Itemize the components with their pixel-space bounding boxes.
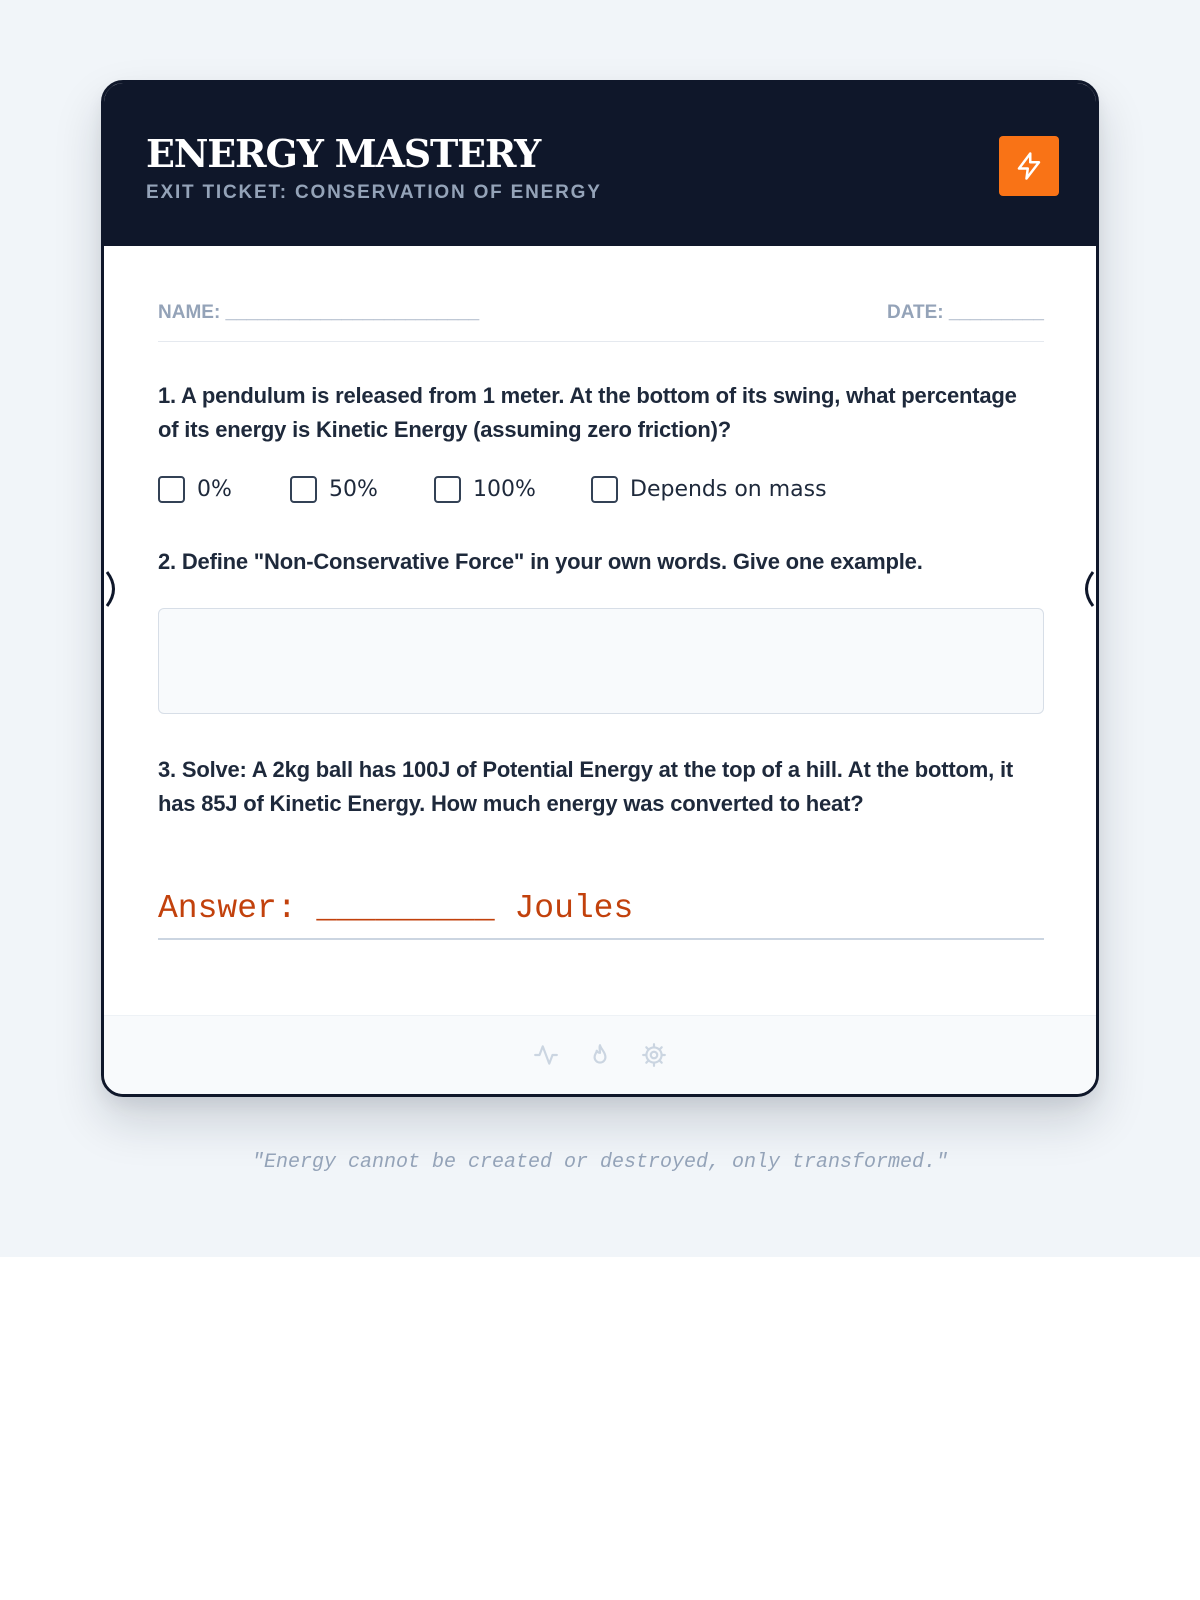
option-depends-on-mass[interactable] — [591, 474, 827, 504]
checkbox[interactable] — [290, 476, 317, 503]
question-2-text: 2. Define "Non-Conservative Force" in your own words. Give one example. — [158, 549, 923, 574]
option-50-percent[interactable] — [290, 474, 378, 504]
flame-icon — [585, 1040, 615, 1070]
question-1-text: 1. A pendulum is released from 1 meter. At the bottom of its swing, what percentage of its energy is Kinetic Energy (assuming zero friction)? — [158, 383, 1017, 442]
option-label: Depends on mass — [630, 476, 827, 502]
left-edge-notch — [104, 570, 122, 608]
option-label: 100% — [473, 476, 536, 502]
option-100-percent[interactable] — [434, 474, 536, 504]
date-field-label: DATE: _________ — [886, 302, 1044, 323]
card-header — [104, 83, 1096, 246]
option-0-percent[interactable] — [158, 474, 232, 504]
card-footer — [104, 1015, 1096, 1097]
lightning-bolt-icon — [1014, 151, 1044, 181]
activity-pulse-icon — [531, 1040, 561, 1070]
student-info-row — [158, 302, 1044, 342]
checkbox[interactable] — [434, 476, 461, 503]
option-label: 0% — [197, 476, 232, 502]
page-subtitle: EXIT TICKET: CONSERVATION OF ENERGY — [146, 182, 602, 203]
name-field-label: NAME: ________________________ — [158, 302, 480, 323]
lightning-badge — [999, 136, 1059, 196]
page-title: ENERGY MASTERY — [146, 131, 541, 176]
definition-answer-box[interactable] — [158, 608, 1044, 714]
footer-icon-row — [104, 1040, 1096, 1070]
checkbox[interactable] — [158, 476, 185, 503]
footer-quote: "Energy cannot be created or destroyed, only transformed." — [251, 1151, 949, 1174]
question-3-text: 3. Solve: A 2kg ball has 100J of Potential Energy at the top of a hill. At the bottom, it has 85J of Kinetic Energy. How much energy was converted to heat? — [158, 757, 1013, 816]
right-edge-notch — [1078, 570, 1096, 608]
exit-ticket-card — [101, 80, 1099, 1097]
checkbox[interactable] — [591, 476, 618, 503]
option-label: 50% — [329, 476, 378, 502]
joules-answer-line[interactable]: Answer: _________ Joules — [158, 890, 1044, 940]
gear-icon — [639, 1040, 669, 1070]
